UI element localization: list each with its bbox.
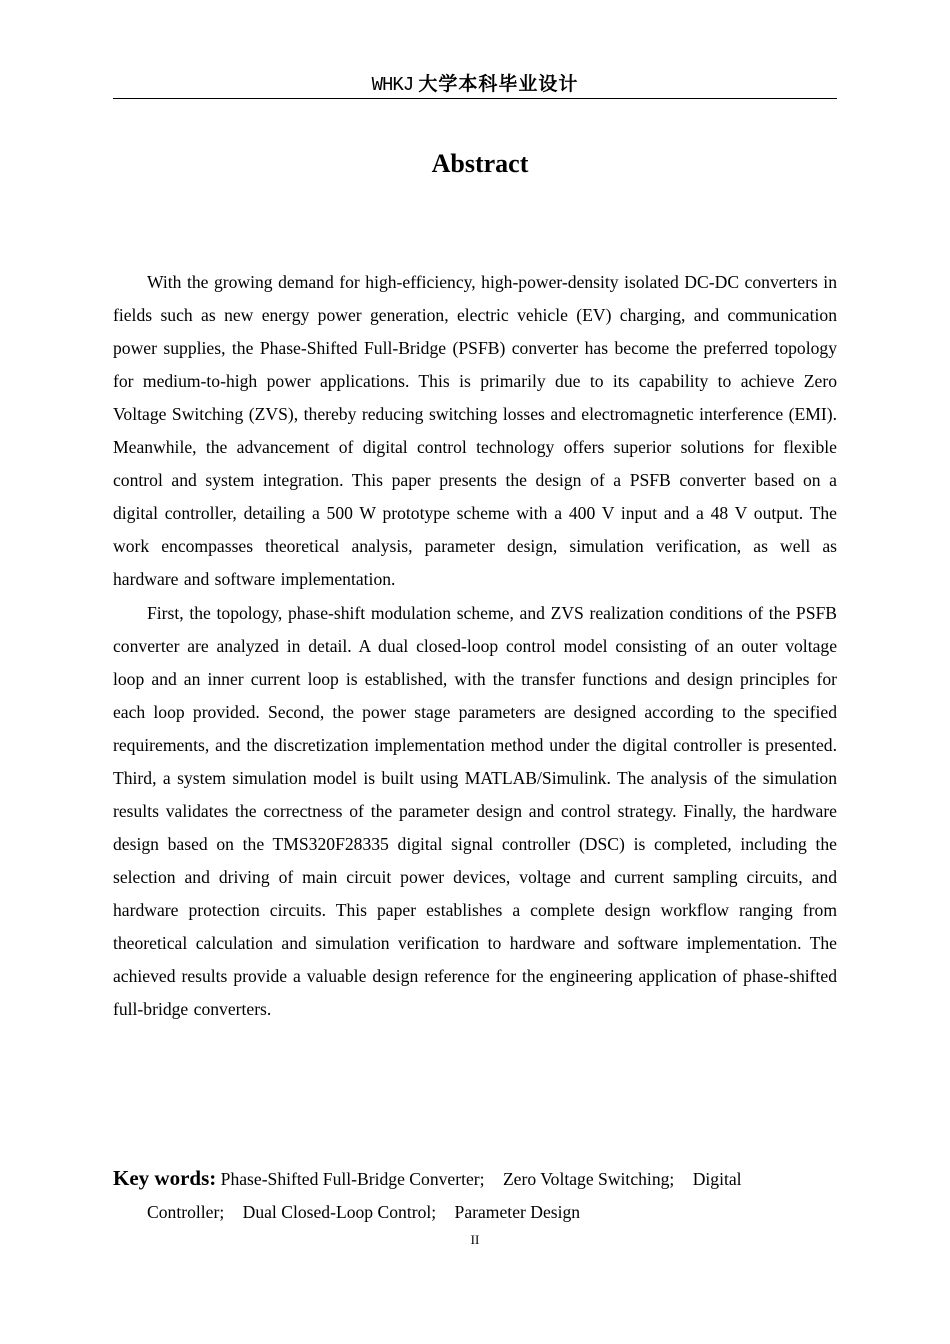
keyword-item: Dual Closed-Loop Control; [242, 1202, 437, 1222]
keyword-item: Phase-Shifted Full-Bridge Converter; [220, 1169, 485, 1189]
abstract-paragraph-2: First, the topology, phase-shift modulation scheme, and ZVS realization conditions of the PSFB converter are analyzed in detail. A dual closed-loop control model consisting of an outer voltage loop and an inner current loop is established, with the transfer functions and design principles for each loop provided. Second, the power stage parameters are designed according to the specified requirements, and the discretization implementation method under the digital controller is presented. Third, a system simulation model is built using MATLAB/Simulink. The analysis of the simulation results validates the correctness of the parameter design and control strategy. Finally, the hardware design based on the TMS320F28335 digital signal controller (DSC) is completed, including the selection and driving of main circuit power devices, voltage and current sampling circuits, and hardware protection circuits. This paper establishes a complete design workflow ranging from theoretical calculation and simulation verification to hardware and software implementation. The achieved results provide a valuable design reference for the engineering application of phase-shifted full-bridge converters. [113, 603, 837, 1019]
keyword-item: Zero Voltage Switching; [502, 1169, 675, 1189]
abstract-body [113, 266, 837, 1027]
keywords-section [113, 1162, 837, 1229]
header-school-code: WHKJ [371, 74, 414, 96]
keyword-item: Digital Controller; [147, 1169, 742, 1222]
page-header [113, 70, 837, 99]
abstract-paragraph-1: With the growing demand for high-efficiency, high-power-density isolated DC-DC converters in fields such as new energy power generation, electric vehicle (EV) charging, and communication power supplies, the Phase-Shifted Full-Bridge (PSFB) converter has become the preferred topology for medium-to-high power applications. This is primarily due to its capability to achieve Zero Voltage Switching (ZVS), thereby reducing switching losses and electromagnetic interference (EMI). Meanwhile, the advancement of digital control technology offers superior solutions for flexible control and system integration. This paper presents the design of a PSFB converter based on a digital controller, detailing a 500 W prototype scheme with a 400 V input and a 48 V output. The work encompasses theoretical analysis, parameter design, simulation verification, as well as hardware and software implementation. [113, 272, 837, 589]
page-number: II [470, 1232, 480, 1247]
keywords-label: Key words: [113, 1166, 217, 1190]
abstract-title: Abstract [431, 149, 529, 178]
header-thesis-label: 大学本科毕业设计 [418, 73, 579, 95]
keyword-item: Parameter Design [454, 1202, 581, 1222]
